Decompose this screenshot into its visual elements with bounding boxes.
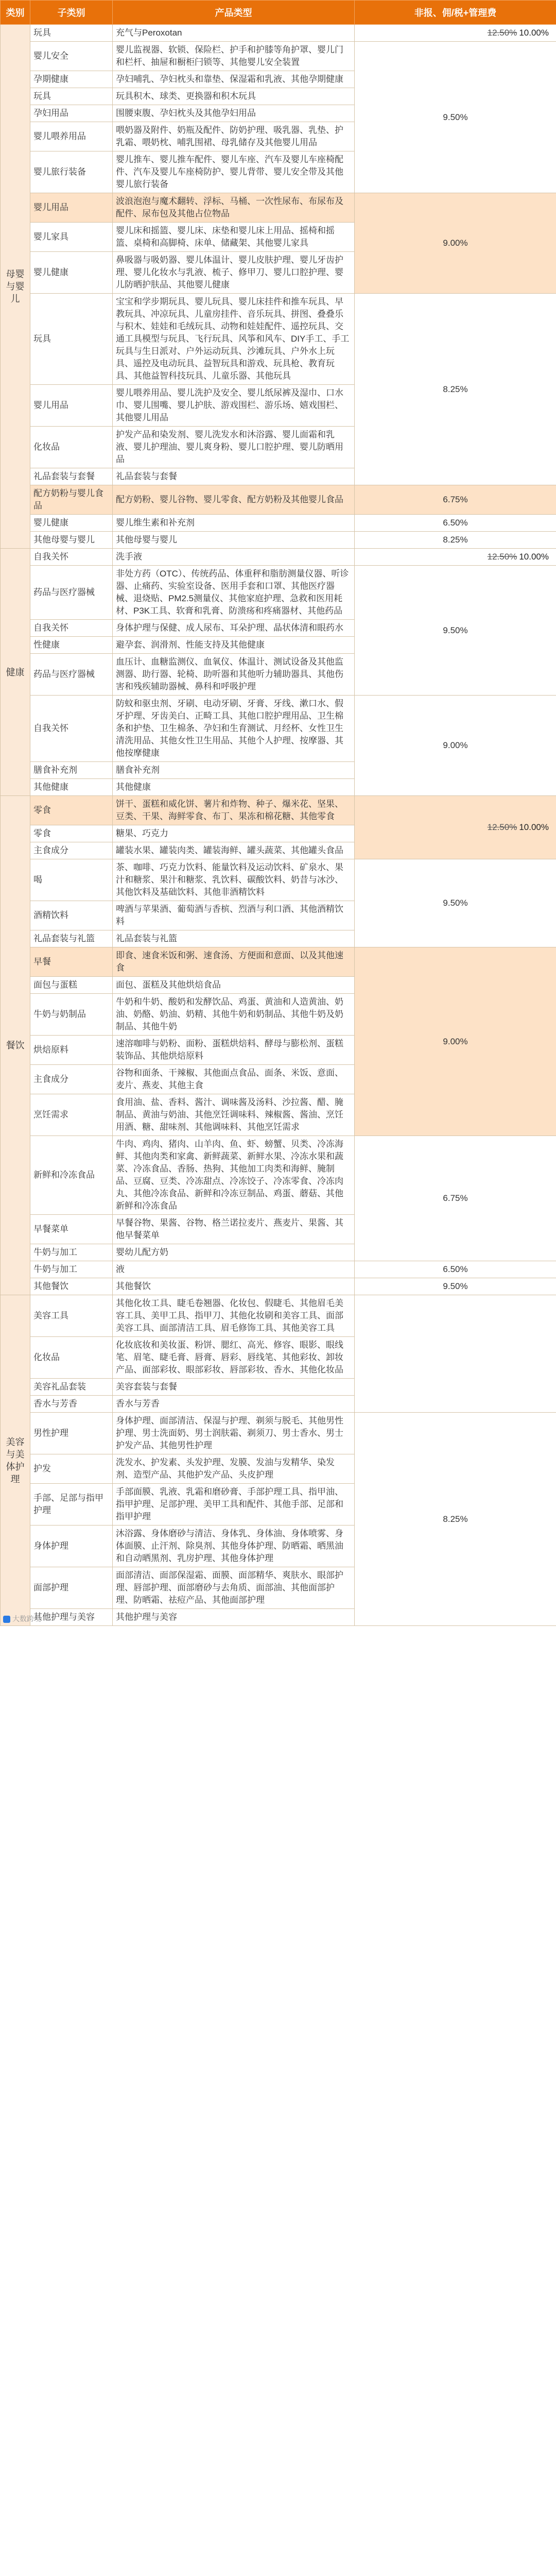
product-type-cell: 婴幼儿配方奶	[113, 1244, 355, 1261]
table-row	[1, 1379, 556, 1396]
subcategory-cell: 化妆品	[30, 427, 113, 468]
product-type-cell: 非处方药（OTC）、传统药品、体重秤和脂肪测量仪器、听诊器、止痛药、实验室设备、医用手套和口罩、其他医疗器械、退烧贴、PM2.5测量仪、其他家庭护理、急救和医用耗材、P3K工具、软膏和乳膏、防溃疡和疼痛器材、其他药品	[113, 566, 355, 620]
subcategory-cell: 婴儿用品	[30, 385, 113, 427]
product-type-cell: 牛奶和牛奶、酸奶和发酵饮品、鸡蛋、黄油和人造黄油、奶油、奶酪、奶油、奶精、其他牛奶和奶制品、其他牛奶及奶制品、其他牛奶	[113, 994, 355, 1036]
subcategory-cell: 玩具	[30, 294, 113, 385]
table-row	[1, 485, 556, 515]
fee-rate-cell	[355, 549, 556, 566]
subcategory-cell: 自我关怀	[30, 549, 113, 566]
product-type-cell: 身体护理、面部清洁、保湿与护理、剃须与脱毛、其他男性护理、男士洗面奶、男士润肤霜、剃须刀、男士香水、男士护发产品、其他男性护理	[113, 1413, 355, 1454]
product-type-cell: 膳食补充剂	[113, 762, 355, 779]
product-type-cell: 避孕套、润滑剂、性能支持及其他健康	[113, 637, 355, 654]
subcategory-cell: 婴儿喂养用品	[30, 122, 113, 151]
product-type-cell: 配方奶粉、婴儿谷物、婴儿零食、配方奶粉及其他婴儿食品	[113, 485, 355, 515]
table-row	[1, 796, 556, 825]
subcategory-cell: 其他健康	[30, 779, 113, 796]
subcategory-cell: 男性护理	[30, 1413, 113, 1454]
product-type-cell: 手部面膜、乳液、乳霜和磨砂膏、手部护理工具、指甲油、指甲护理、足部护理、美甲工具和配件、其他手部、足部和指甲护理	[113, 1484, 355, 1526]
product-type-cell: 即食、速食米饭和粥、速食汤、方便面和意面、以及其他速食	[113, 947, 355, 977]
table-row	[1, 532, 556, 549]
product-type-cell: 婴儿床和摇篮、婴儿床、床垫和婴儿床上用品、摇椅和摇篮、桌椅和高脚椅、床单、储藏架、其他婴儿家具	[113, 223, 355, 252]
fee-rate-cell: 9.50%	[355, 42, 556, 193]
product-type-cell: 围腰束腹、孕妇枕头及其他孕妇用品	[113, 105, 355, 122]
subcategory-cell: 身体护理	[30, 1526, 113, 1567]
subcategory-cell: 新鲜和冷冻食品	[30, 1136, 113, 1215]
subcategory-cell: 美容工具	[30, 1295, 113, 1337]
table-row	[1, 1396, 556, 1413]
table-row	[1, 1337, 556, 1379]
subcategory-cell: 美容礼品套装	[30, 1379, 113, 1396]
product-type-cell: 早餐谷物、果酱、谷物、格兰诺拉麦片、燕麦片、果酱、其他早餐菜单	[113, 1215, 355, 1244]
subcategory-cell: 主食成分	[30, 1065, 113, 1094]
product-type-cell: 茶、咖啡、巧克力饮料、能量饮料及运动饮料、矿泉水、果汁和糖浆、果汁和糖浆、乳饮料、碳酸饮料、奶昔与冰沙、其他饮料及基础饮料、其他非酒精饮料	[113, 859, 355, 901]
product-type-cell: 血压计、血糖监测仪、血氧仪、体温计、测试设备及其他监测器、助行器、轮椅、助听器和其他听力辅助器具、其他伤害和残疾辅助器械、鼻科和呼吸护理	[113, 654, 355, 696]
product-type-cell: 礼品套装与礼篮	[113, 930, 355, 947]
product-type-cell: 婴儿监视器、软锁、保险栏、护手和护膝等角护罩、婴儿门和栏杆、抽屉和橱柜闩锁等、其他婴儿安全装置	[113, 42, 355, 71]
subcategory-cell: 手部、足部与指甲护理	[30, 1484, 113, 1526]
subcategory-cell: 膳食补充剂	[30, 762, 113, 779]
product-type-cell: 波浪泡泡与魔术翻转、浮标、马桶、一次性尿布、布尿布及配件、尿布包及其他占位物品	[113, 193, 355, 223]
product-type-cell: 牛肉、鸡肉、猪肉、山羊肉、鱼、虾、螃蟹、贝类、冷冻海鲜、其他肉类和家禽、新鲜蔬菜、新鲜水果、冷冻水果和蔬菜、冷冻食品、香肠、热狗、其他加工肉类和海鲜、腌制品、豆腐、豆类、冷冻甜点、冷冻饺子、冷冻零食、冷冻肉丸、其他冷冻食品、新鲜和冷冻豆制品、鸡蛋、蘑菇、其他新鲜和冷冻食品	[113, 1136, 355, 1215]
fee-rate-cell: 9.00%	[355, 696, 556, 796]
subcategory-cell: 药品与医疗器械	[30, 566, 113, 620]
product-type-cell: 婴儿喂养用品、婴儿洗护及安全、婴儿纸尿裤及湿巾、口水巾、婴儿围嘴、婴儿护肤、游戏围栏、游乐场、嬉戏围栏、其他婴儿用品	[113, 385, 355, 427]
table-row	[1, 1278, 556, 1295]
subcategory-cell: 婴儿用品	[30, 193, 113, 223]
fee-rate-cell	[355, 796, 556, 859]
fee-rate-cell: 6.50%	[355, 515, 556, 532]
fee-rate-cell: 9.00%	[355, 947, 556, 1136]
table-row	[1, 42, 556, 71]
product-type-cell: 礼品套装与套餐	[113, 468, 355, 485]
fee-rate-cell: 8.25%	[355, 532, 556, 549]
subcategory-cell: 烘焙原料	[30, 1036, 113, 1065]
product-type-cell: 宝宝和学步期玩具、婴儿玩具、婴儿床挂件和推车玩具、早教玩具、冲凉玩具、儿童房挂件、音乐玩具、拼图、叠叠乐与积木、娃娃和毛绒玩具、动物和娃娃配件、遥控玩具、交通工具模型与玩具、飞行玩具、风筝和风车、DIY手工、手工玩具与生日派对、户外运动玩具、沙滩玩具、户外水上玩具、遥控及电动玩具、益智玩具和游戏、玩具枪、教育玩具、其他益智科技玩具、儿童乐器、其他玩具	[113, 294, 355, 385]
table-row	[1, 566, 556, 620]
subcategory-cell: 香水与芳香	[30, 1396, 113, 1413]
product-type-cell: 婴儿推车、婴儿推车配件、婴儿车座、汽车及婴儿车座椅配件、汽车及婴儿车座椅防护、婴儿背带、婴儿安全带及其他婴儿旅行装备	[113, 151, 355, 193]
product-type-cell: 孕妇哺乳、孕妇枕头和靠垫、保湿霜和乳液、其他孕期健康	[113, 71, 355, 88]
table-row	[1, 25, 556, 42]
table-row	[1, 1295, 556, 1337]
subcategory-cell: 其他护理与美容	[30, 1609, 113, 1626]
header-category: 类别	[1, 1, 30, 25]
table-row	[1, 696, 556, 762]
subcategory-cell: 自我关怀	[30, 620, 113, 637]
subcategory-cell: 面部护理	[30, 1567, 113, 1609]
old-fee-rate: 12.50%	[487, 28, 517, 38]
new-fee-rate: 10.00%	[519, 552, 549, 562]
new-fee-rate: 10.00%	[519, 822, 549, 832]
subcategory-cell: 孕妇用品	[30, 105, 113, 122]
product-type-cell: 其他化妆工具、睫毛卷翘器、化妆包、假睫毛、其他眉毛美容工具、美甲工具、指甲刀、其他化妆刷和美容工具、面部美容工具、面部清洁工具、眉毛修饰工具、其他美容工具	[113, 1295, 355, 1337]
subcategory-cell: 药品与医疗器械	[30, 654, 113, 696]
old-fee-rate: 12.50%	[487, 822, 517, 832]
subcategory-cell: 牛奶与加工	[30, 1244, 113, 1261]
product-type-cell: 洗发水、护发素、头发护理、发膜、发油与发精华、染发剂、造型产品、其他护发产品、头皮护理	[113, 1454, 355, 1484]
subcategory-cell: 早餐	[30, 947, 113, 977]
product-type-cell: 玩具积木、球类、更换器和积木玩具	[113, 88, 355, 105]
fee-rate-cell: 9.50%	[355, 859, 556, 947]
product-type-cell: 速溶咖啡与奶粉、面粉、蛋糕烘焙料、酵母与膨松剂、蛋糕装饰品、其他烘焙原料	[113, 1036, 355, 1065]
subcategory-cell: 主食成分	[30, 842, 113, 859]
product-type-cell: 香水与芳香	[113, 1396, 355, 1413]
category-cell: 餐饮	[1, 796, 30, 1295]
fee-rate-cell: 6.75%	[355, 485, 556, 515]
subcategory-cell: 自我关怀	[30, 696, 113, 762]
product-type-cell: 身体护理与保健、成人尿布、耳朵护理、晶状体清和眼药水	[113, 620, 355, 637]
table-row	[1, 1413, 556, 1454]
fee-rate-cell: 8.25%	[355, 294, 556, 485]
subcategory-cell: 礼品套装与礼篮	[30, 930, 113, 947]
subcategory-cell: 零食	[30, 825, 113, 842]
subcategory-cell: 零食	[30, 796, 113, 825]
header-subcategory: 子类别	[30, 1, 113, 25]
subcategory-cell: 孕期健康	[30, 71, 113, 88]
product-type-cell: 饼干、蛋糕和威化饼、薯片和炸物、种子、爆米花、坚果、豆类、干果、海鲜零食、布丁、果冻和棉花糖、其他零食	[113, 796, 355, 825]
subcategory-cell: 酒精饮料	[30, 901, 113, 930]
product-type-cell: 罐装水果、罐装肉类、罐装海鲜、罐头蔬菜、其他罐头食品	[113, 842, 355, 859]
fee-rate-cell: 6.75%	[355, 1136, 556, 1261]
subcategory-cell: 配方奶粉与婴儿食品	[30, 485, 113, 515]
subcategory-cell: 化妆品	[30, 1337, 113, 1379]
watermark-text: 大数跨境	[12, 1615, 41, 1623]
watermark	[3, 1614, 41, 1624]
header-fee-rate: 非报、佣/税+管理费	[355, 1, 556, 25]
watermark-logo-icon	[3, 1616, 10, 1623]
table-row	[1, 193, 556, 223]
product-type-cell: 防蚊和驱虫剂、牙刷、电动牙刷、牙膏、牙线、漱口水、假牙护理、牙齿美白、正畸工具、其他口腔护理用品、卫生棉条和护垫、卫生棉条、孕妇和生育测试、月经杯、女性卫生清洗用品、其他女性卫生用品、其他个人护理、按摩器、其他按摩健康	[113, 696, 355, 762]
product-type-cell: 其他母婴与婴儿	[113, 532, 355, 549]
table-row	[1, 549, 556, 566]
product-type-cell: 糖果、巧克力	[113, 825, 355, 842]
product-type-cell: 美容套装与套餐	[113, 1379, 355, 1396]
product-type-cell: 鼻吸器与吸奶器、婴儿体温计、婴儿皮肤护理、婴儿牙齿护理、婴儿化妆水与乳液、梳子、修甲刀、婴儿口腔护理、婴儿防晒护肤品、其他婴儿健康	[113, 252, 355, 294]
subcategory-cell: 喝	[30, 859, 113, 901]
product-type-cell: 其他餐饮	[113, 1278, 355, 1295]
subcategory-cell: 婴儿健康	[30, 515, 113, 532]
subcategory-cell: 礼品套装与套餐	[30, 468, 113, 485]
product-type-cell: 其他健康	[113, 779, 355, 796]
subcategory-cell: 牛奶与奶制品	[30, 994, 113, 1036]
subcategory-cell: 婴儿家具	[30, 223, 113, 252]
product-type-cell: 充气与Peroxotan	[113, 25, 355, 42]
subcategory-cell: 护发	[30, 1454, 113, 1484]
subcategory-cell: 玩具	[30, 88, 113, 105]
product-type-cell: 啤酒与苹果酒、葡萄酒与香槟、烈酒与利口酒、其他酒精饮料	[113, 901, 355, 930]
product-type-cell: 护发产品和染发剂、婴儿洗发水和沐浴露、婴儿面霜和乳液、婴儿护理油、婴儿爽身粉、婴儿口腔护理、婴儿防晒用品	[113, 427, 355, 468]
product-type-cell: 化妆底妆和美妆蛋、粉饼、腮红、高光、修容、眼影、眼线笔、眉笔、睫毛膏、唇膏、唇彩、唇线笔、其他彩妆、卸妆产品、面部彩妆、眼部彩妆、唇部彩妆、香水、其他化妆品	[113, 1337, 355, 1379]
product-type-cell: 喂奶器及附件、奶瓶及配件、防奶护理、吸乳器、乳垫、护乳霜、喂奶枕、哺乳围裙、母乳储存及其他婴儿用品	[113, 122, 355, 151]
subcategory-cell: 婴儿健康	[30, 252, 113, 294]
subcategory-cell: 早餐菜单	[30, 1215, 113, 1244]
header-product-type: 产品类型	[113, 1, 355, 25]
product-type-cell: 面包、蛋糕及其他烘焙食品	[113, 977, 355, 994]
new-fee-rate: 10.00%	[519, 28, 549, 38]
category-cell: 美容与美体护理	[1, 1295, 30, 1626]
table-row	[1, 859, 556, 901]
subcategory-cell: 其他母婴与婴儿	[30, 532, 113, 549]
product-type-cell: 谷物和面条、干辣椒、其他面点食品、面条、米饭、意面、麦片、燕麦、其他主食	[113, 1065, 355, 1094]
table-body	[1, 25, 556, 1626]
subcategory-cell: 玩具	[30, 25, 113, 42]
fee-rate-cell: 9.50%	[355, 566, 556, 696]
fee-rate-cell: 9.00%	[355, 193, 556, 294]
subcategory-cell: 其他餐饮	[30, 1278, 113, 1295]
subcategory-cell: 婴儿旅行装备	[30, 151, 113, 193]
product-type-cell: 婴儿维生素和补充剂	[113, 515, 355, 532]
category-cell: 母婴与婴儿	[1, 25, 30, 549]
product-type-cell: 沐浴露、身体磨砂与清洁、身体乳、身体油、身体喷雾、身体面膜、止汗剂、除臭剂、其他身体护理、防晒霜、晒黑油和自动晒黑剂、乳房护理、其他身体护理	[113, 1526, 355, 1567]
product-type-cell: 液	[113, 1261, 355, 1278]
table-row	[1, 1136, 556, 1215]
subcategory-cell: 面包与蛋糕	[30, 977, 113, 994]
subcategory-cell: 牛奶与加工	[30, 1261, 113, 1278]
fee-rate-cell: 8.25%	[355, 1413, 556, 1626]
old-fee-rate: 12.50%	[487, 552, 517, 562]
table-row	[1, 515, 556, 532]
product-type-cell: 食用油、盐、香料、酱汁、调味酱及汤料、沙拉酱、醋、腌制品、黄油与奶油、其他烹饪调味料、辣椒酱、酱油、烹饪用酒、糖、甜味剂、其他调味料、其他烹饪需求	[113, 1094, 355, 1136]
fee-rate-cell	[355, 25, 556, 42]
product-type-cell: 洗手液	[113, 549, 355, 566]
fee-rate-cell: 9.50%	[355, 1278, 556, 1295]
table-row	[1, 294, 556, 385]
product-type-cell: 其他护理与美容	[113, 1609, 355, 1626]
table-row	[1, 1261, 556, 1278]
subcategory-cell: 婴儿安全	[30, 42, 113, 71]
table-header-row	[1, 1, 556, 25]
category-cell: 健康	[1, 549, 30, 796]
product-type-cell: 面部清洁、面部保湿霜、面膜、面部精华、爽肤水、眼部护理、唇部护理、面部磨砂与去角质、面部油、其他面部护理、防晒霜、祛痘产品、其他面部护理	[113, 1567, 355, 1609]
subcategory-cell: 性健康	[30, 637, 113, 654]
table-row	[1, 947, 556, 977]
fee-rate-cell: 6.50%	[355, 1261, 556, 1278]
subcategory-cell: 烹饪需求	[30, 1094, 113, 1136]
